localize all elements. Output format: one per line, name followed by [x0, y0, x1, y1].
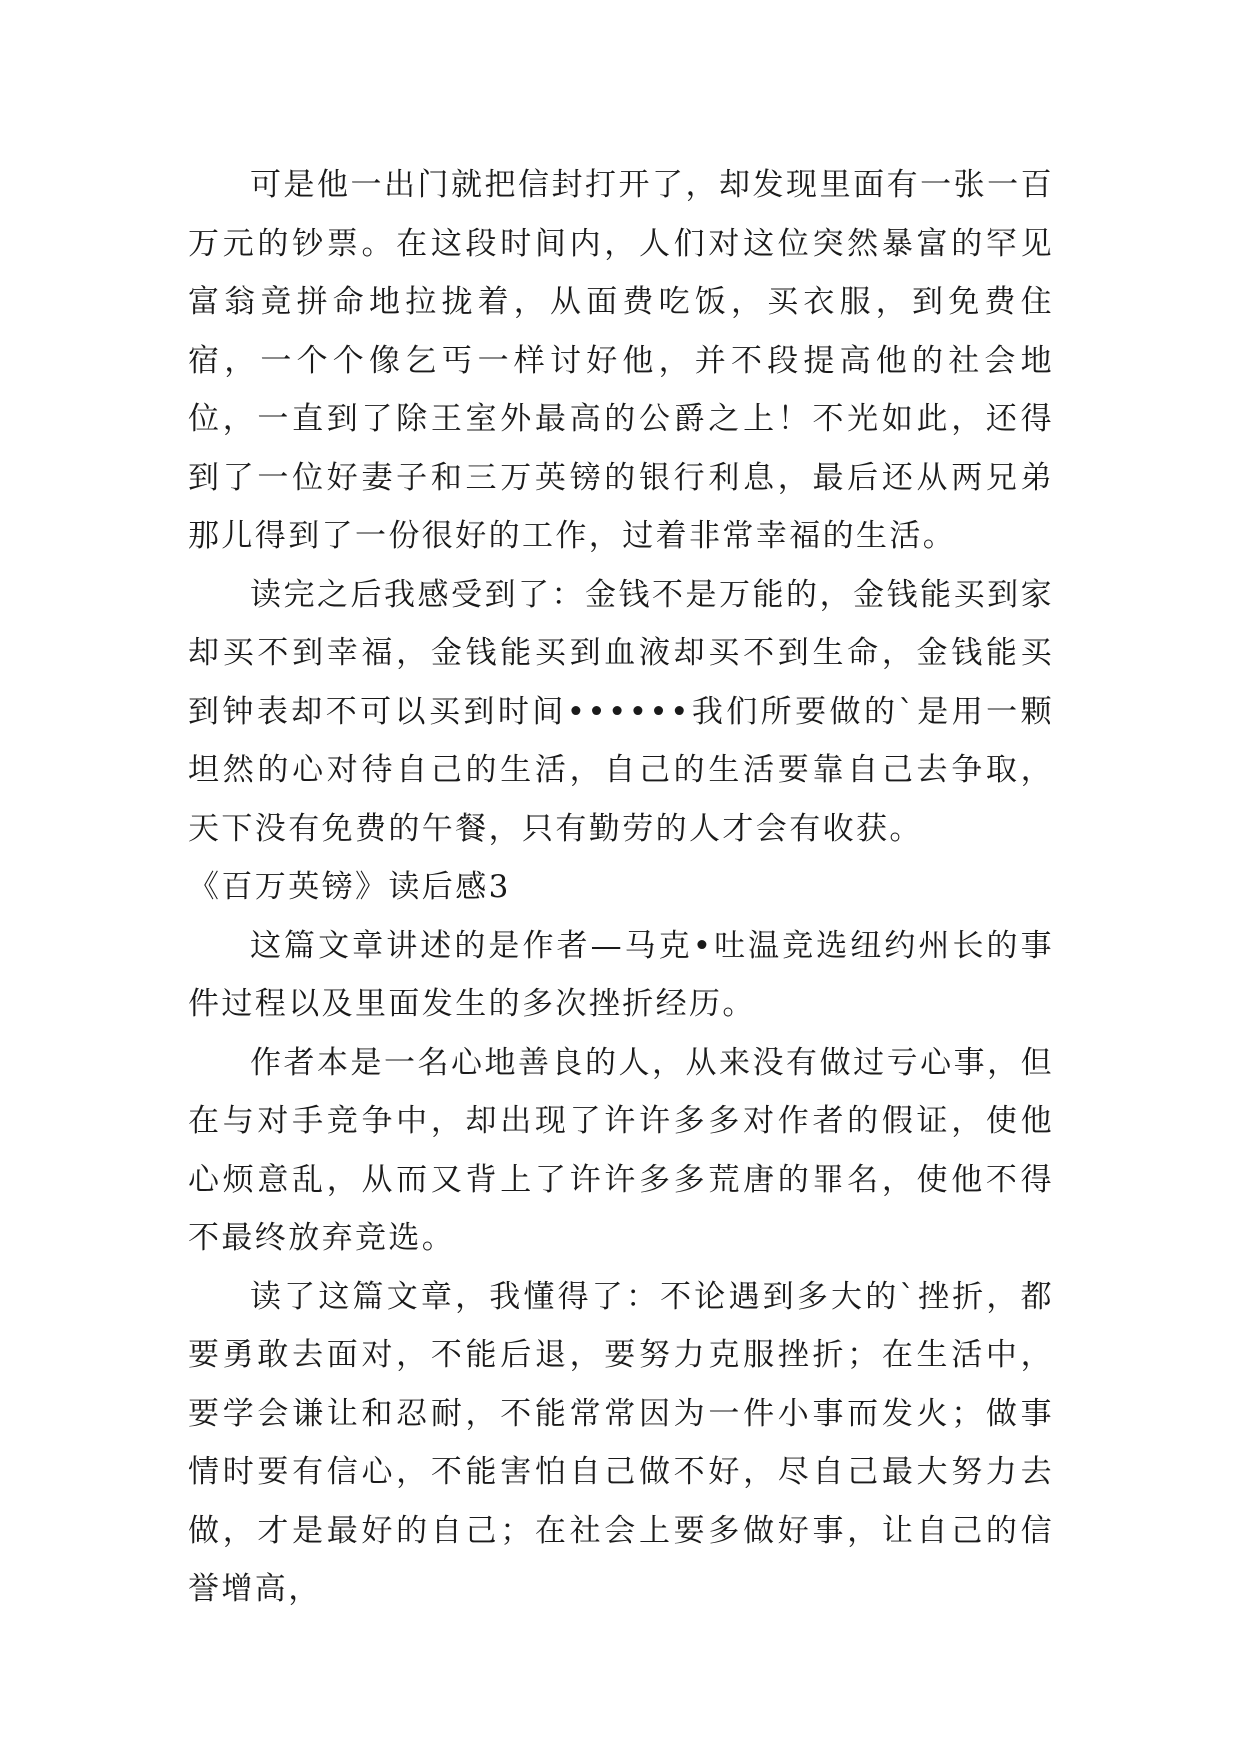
paragraph-1: 可是他一出门就把信封打开了，却发现里面有一张一百万元的钞票。在这段时间内，人们对这位突然暴富的罕见富翁竟拼命地拉拢着，从面费吃饭，买衣服，到免费住宿，一个个像乞丐一样讨好他，并不段提高他的社会地位，一直到了除王室外最高的公爵之上！不光如此，还得到了一位好妻子和三万英镑的银行利息，最后还从两兄弟那儿得到了一份很好的工作，过着非常幸福的生活。	[188, 167, 1054, 554]
paragraph-4: 作者本是一名心地善良的人，从来没有做过亏心事，但在与对手竞争中，却出现了许许多多对作者的假证，使他心烦意乱，从而又背上了许许多多荒唐的罪名，使他不得不最终放弃竞选。	[188, 1044, 1054, 1256]
paragraph-5: 读了这篇文章，我懂得了：不论遇到多大的`挫折，都要勇敢去面对，不能后退，要努力克服挫折；在生活中，要学会谦让和忍耐，不能常常因为一件小事而发火；做事情时要有信心，不能害怕自己做不好，尽自己最大努力去做，才是最好的自己；在社会上要多做好事，让自己的信誉增高，	[188, 1278, 1054, 1607]
section-heading: 《百万英镑》读后感3	[188, 869, 511, 905]
paragraph-2: 读完之后我感受到了：金钱不是万能的，金钱能买到家却买不到幸福，金钱能买到血液却买不到生命，金钱能买到钟表却不可以买到时间••••••我们所要做的`是用一颗坦然的心对待自己的生活，自己的生活要靠自己去争取，天下没有免费的午餐，只有勤劳的人才会有收获。	[188, 576, 1054, 847]
document-body	[188, 156, 1054, 1619]
paragraph-3: 这篇文章讲述的是作者—马克•吐温竞选纽约州长的事件过程以及里面发生的多次挫折经历。	[188, 927, 1054, 1022]
